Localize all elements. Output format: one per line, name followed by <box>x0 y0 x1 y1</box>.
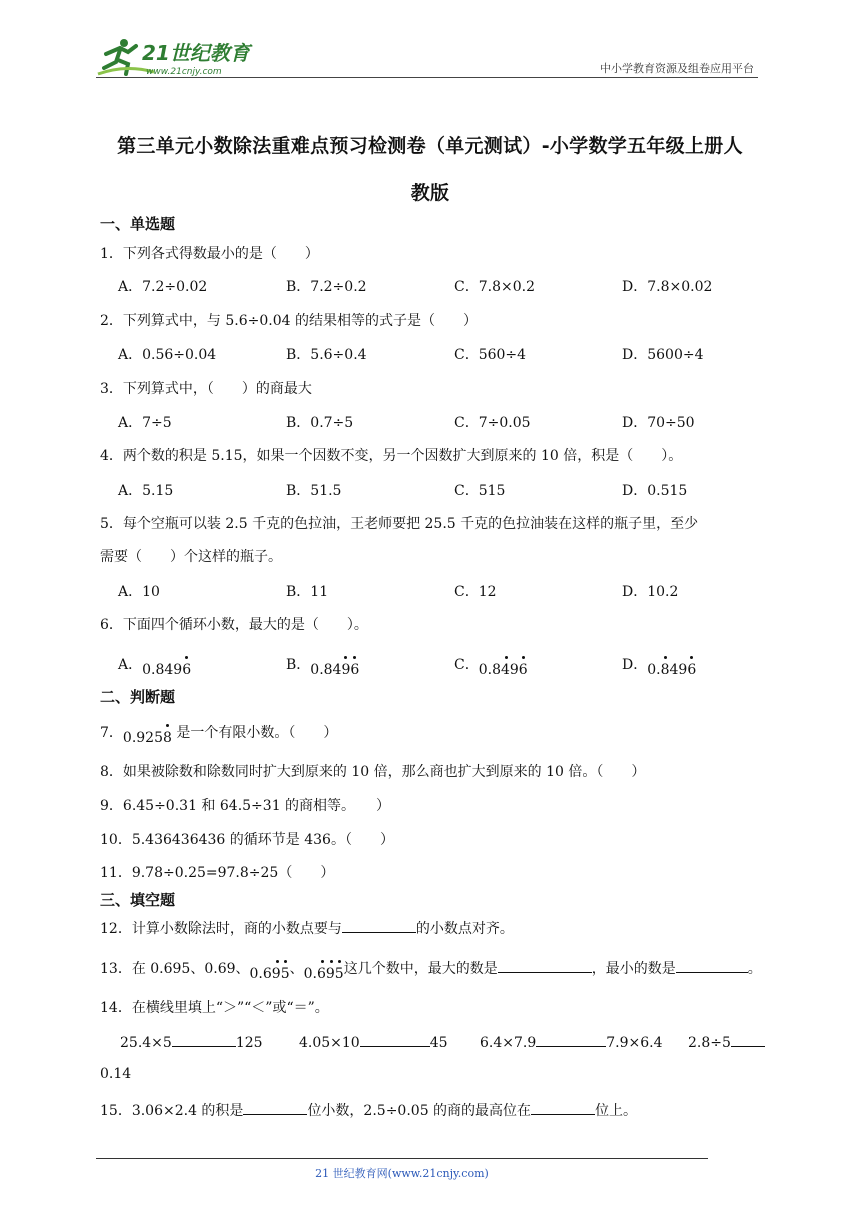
answer-blank[interactable] <box>731 1032 765 1047</box>
q6-option-d-value: 0.8496 <box>647 662 696 678</box>
repeat-dot <box>690 656 693 659</box>
repeat-dot <box>276 960 279 963</box>
header-divider <box>96 77 758 78</box>
q6-option-a-label: A． <box>118 657 143 673</box>
question-15: 15．3.06×2.4 的积是 位小数，2.5÷0.05 的商的最高位在 位上。 <box>100 1100 637 1120</box>
q14-expr-1: 25.4×5 125 <box>120 1032 263 1051</box>
question-3: 3．下列算式中，（ ）的商最大 <box>100 381 312 397</box>
repeat-dot <box>185 656 188 659</box>
q1-option-d: D．7.8×0.02 <box>622 279 713 295</box>
repeat-dot <box>505 656 508 659</box>
q13-value-1: 0.695 <box>250 966 290 982</box>
site-logo <box>96 34 266 78</box>
q7-value: 0.9258 <box>123 730 172 746</box>
repeat-dot <box>284 960 287 963</box>
answer-blank[interactable] <box>536 1032 606 1047</box>
question-1: 1．下列各式得数最小的是（ ） <box>100 246 319 262</box>
q13-value-2: 0.695 <box>304 966 344 982</box>
q6-option-d-label: D． <box>622 657 648 673</box>
repeat-dot <box>166 724 169 727</box>
question-7: 7．0.9258 是一个有限小数。（ ） <box>100 725 338 746</box>
question-5-line1: 5．每个空瓶可以装 2.5 千克的色拉油，王老师要把 25.5 千克的色拉油装在这样的瓶子里，至少 <box>100 516 699 532</box>
footer-divider <box>96 1158 708 1159</box>
question-8: 8．如果被除数和除数同时扩大到原来的 10 倍，那么商也扩大到原来的 10 倍。（ ） <box>100 764 646 780</box>
svg-text:www.21cnjy.com: www.21cnjy.com <box>146 67 222 77</box>
question-13: 13．在 0.695、0.69、0.695 、0.695 这几个数中，最大的数是 ，最小的数是 。 <box>100 958 762 978</box>
repeat-dot <box>344 656 347 659</box>
q14-expr-4: 2.8÷5 <box>688 1032 765 1051</box>
answer-blank[interactable] <box>243 1100 307 1115</box>
q2-option-a: A．0.56÷0.04 <box>118 347 217 363</box>
q3-option-c: C．7÷0.05 <box>454 415 531 431</box>
q6-option-c-value: 0.8496 <box>479 662 528 678</box>
q4-option-d: D．0.515 <box>622 483 688 499</box>
q14-expr-3: 6.4×7.9 7.9×6.4 <box>480 1032 663 1051</box>
q5-option-c: C．12 <box>454 584 497 600</box>
question-11: 11．9.78÷0.25=97.8÷25（ ） <box>100 865 335 881</box>
answer-blank[interactable] <box>498 958 592 973</box>
q3-option-a: A．7÷5 <box>118 415 172 431</box>
q4-option-c: C．515 <box>454 483 506 499</box>
section-heading-single-choice: 一、单选题 <box>100 215 176 233</box>
answer-blank[interactable] <box>342 918 416 933</box>
q6-option-b-label: B． <box>286 657 311 673</box>
q6-option-d <box>622 654 697 678</box>
q4-option-b: B．51.5 <box>286 483 342 499</box>
question-10: 10．5.436436436 的循环节是 436。（ ） <box>100 832 394 848</box>
page-title-line1: 第三单元小数除法重难点预习检测卷（单元测试）-小学数学五年级上册人 <box>117 135 743 157</box>
q2-option-d: D．5600÷4 <box>622 347 704 363</box>
question-4: 4．两个数的积是 5.15，如果一个因数不变，另一个因数扩大到原来的 10 倍，积是（ ）。 <box>100 448 683 464</box>
question-9: 9．6.45÷0.31 和 64.5÷31 的商相等。 ） <box>100 798 391 814</box>
repeat-dot <box>664 656 667 659</box>
q4-option-a: A．5.15 <box>118 483 174 499</box>
page-header <box>96 30 756 76</box>
q5-option-b: B．11 <box>286 584 329 600</box>
q6-option-a <box>118 654 192 678</box>
question-6: 6．下面四个循环小数，最大的是（ ）。 <box>100 617 368 633</box>
runner-logo-icon <box>96 34 266 78</box>
q1-option-a: A．7.2÷0.02 <box>118 279 208 295</box>
repeat-dot <box>522 656 525 659</box>
q14-expr-4-continued: 0.14 <box>100 1066 132 1082</box>
section-heading-true-false: 二、判断题 <box>100 688 176 706</box>
answer-blank[interactable] <box>676 958 748 973</box>
q5-option-a: A．10 <box>118 584 160 600</box>
q2-option-b: B．5.6÷0.4 <box>286 347 367 363</box>
svg-text:21世纪教育: 21世纪教育 <box>142 41 250 65</box>
q1-option-b: B．7.2÷0.2 <box>286 279 367 295</box>
q6-option-b <box>286 654 360 678</box>
repeat-dot <box>338 960 341 963</box>
platform-name: 中小学教育资源及组卷应用平台 <box>600 62 754 75</box>
q6-option-c <box>454 654 528 678</box>
answer-blank[interactable] <box>531 1100 595 1115</box>
q6-option-b-value: 0.8496 <box>310 662 359 678</box>
q6-option-a-value: 0.8496 <box>142 662 191 678</box>
q3-option-b: B．0.7÷5 <box>286 415 354 431</box>
page-title-line2: 教版 <box>410 182 450 204</box>
repeat-dot <box>321 960 324 963</box>
q1-option-c: C．7.8×0.2 <box>454 279 535 295</box>
repeat-dot <box>330 960 333 963</box>
q14-expr-2: 4.05×10 45 <box>299 1032 448 1051</box>
repeat-dot <box>353 656 356 659</box>
q5-option-d: D．10.2 <box>622 584 679 600</box>
section-heading-fill-blank: 三、填空题 <box>100 891 176 909</box>
question-12: 12．计算小数除法时，商的小数点要与 的小数点对齐。 <box>100 918 514 938</box>
q2-option-c: C．560÷4 <box>454 347 527 363</box>
question-2: 2．下列算式中，与 5.6÷0.04 的结果相等的式子是（ ） <box>100 313 477 329</box>
q3-option-d: D．70÷50 <box>622 415 695 431</box>
question-5-line2: 需要（ ）个这样的瓶子。 <box>100 549 282 565</box>
answer-blank[interactable] <box>360 1032 430 1047</box>
question-14: 14．在横线里填上“＞”“＜”或“＝”。 <box>100 1000 329 1016</box>
answer-blank[interactable] <box>172 1032 236 1047</box>
footer-site-link[interactable]: 21 世纪教育网(www.21cnjy.com) <box>315 1167 489 1180</box>
q6-option-c-label: C． <box>454 657 479 673</box>
